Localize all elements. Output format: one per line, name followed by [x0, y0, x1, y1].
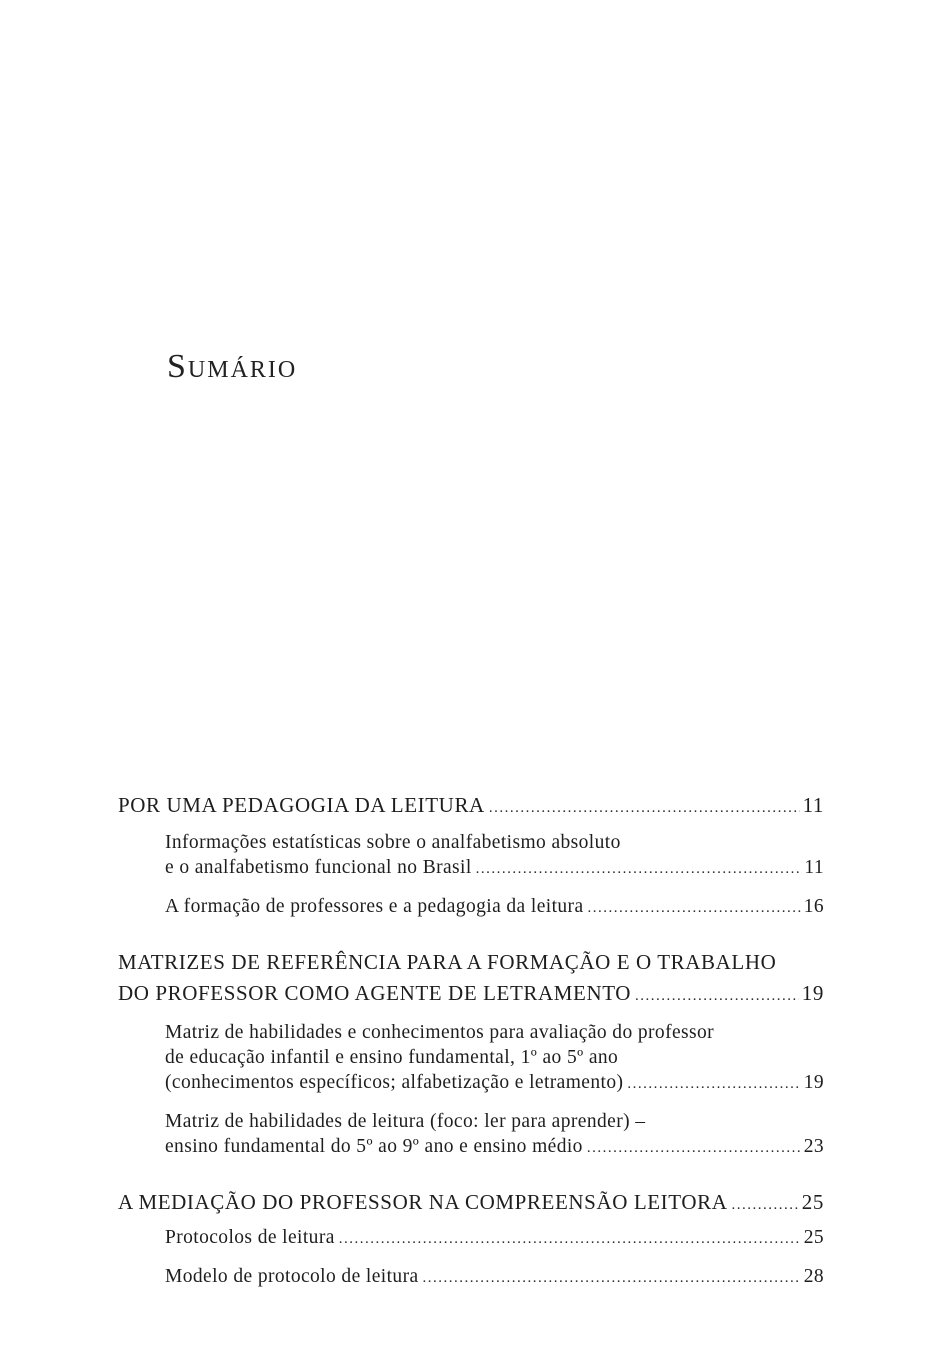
toc-page-number: 19	[801, 981, 824, 1005]
dot-leader	[627, 1072, 800, 1097]
toc-section-entry	[165, 1134, 824, 1161]
toc-section-title-line: Informações estatísticas sobre o analfabetismo absoluto	[165, 832, 621, 853]
toc-chapter-title: A MEDIAÇÃO DO PROFESSOR NA COMPREENSÃO LEITORA	[118, 1190, 728, 1214]
dot-leader	[731, 1190, 798, 1221]
toc-chapter	[118, 790, 824, 824]
toc-page-number: 23	[803, 1136, 824, 1157]
toc-section-title: Modelo de protocolo de leitura	[165, 1266, 419, 1287]
toc-section-title-line: de educação infantil e ensino fundamental, 1º ao 5º ano	[165, 1047, 619, 1068]
toc-section-title-line: Matriz de habilidades e conhecimentos para avaliação do professor	[165, 1022, 715, 1043]
toc-page-number: 28	[803, 1266, 824, 1287]
toc-chapter	[118, 1187, 824, 1221]
dot-leader	[489, 793, 800, 824]
toc-page-number: 11	[804, 857, 824, 878]
toc-page-number: 25	[803, 1227, 824, 1248]
toc-chapter-title: DO PROFESSOR COMO AGENTE DE LETRAMENTO	[118, 981, 632, 1005]
dot-leader	[587, 1136, 801, 1161]
toc-page-number: 19	[803, 1072, 824, 1093]
toc-section-entry	[165, 855, 824, 882]
toc-section	[165, 1225, 824, 1252]
toc-section	[165, 830, 824, 882]
toc-section	[165, 1109, 824, 1161]
toc-section	[165, 1264, 824, 1291]
toc-chapter	[118, 947, 824, 1012]
toc-section-entry	[165, 1264, 824, 1291]
toc-section-title-line: Matriz de habilidades de leitura (foco: ler para aprender) –	[165, 1111, 646, 1132]
toc-section	[165, 894, 824, 921]
toc-page-number: 16	[803, 896, 824, 917]
dot-leader	[339, 1227, 801, 1252]
dot-leader	[423, 1266, 801, 1291]
toc-section-entry	[165, 1225, 824, 1252]
table-of-contents	[118, 790, 824, 1291]
toc-section	[165, 1020, 824, 1097]
toc-chapter-entry	[118, 790, 824, 824]
toc-page-number: 11	[802, 793, 824, 817]
dot-leader	[588, 896, 801, 921]
toc-chapter-entry	[118, 978, 824, 1012]
toc-page-number: 25	[801, 1190, 824, 1214]
toc-section-entry	[165, 894, 824, 921]
dot-leader	[635, 981, 799, 1012]
toc-chapter-entry	[118, 1187, 824, 1221]
toc-section-title: Protocolos de leitura	[165, 1227, 335, 1248]
toc-chapter-title-line: MATRIZES DE REFERÊNCIA PARA A FORMAÇÃO E O TRABALHO	[118, 950, 777, 974]
toc-section-title: (conhecimentos específicos; alfabetização e letramento)	[165, 1072, 624, 1093]
toc-section-title: e o analfabetismo funcional no Brasil	[165, 857, 472, 878]
page-title: Sumário	[167, 348, 298, 385]
toc-section-entry	[165, 1070, 824, 1097]
toc-section-title: A formação de professores e a pedagogia da leitura	[165, 896, 584, 917]
dot-leader	[476, 857, 802, 882]
toc-chapter-title: POR UMA PEDAGOGIA DA LEITURA	[118, 793, 485, 817]
toc-section-title: ensino fundamental do 5º ao 9º ano e ensino médio	[165, 1136, 583, 1157]
